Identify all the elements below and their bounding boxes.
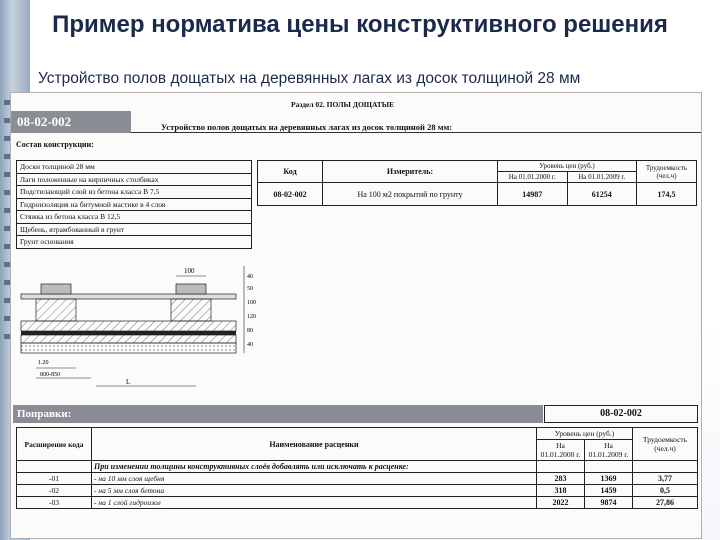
corr-header-labor: Трудоемкость (чел.ч) xyxy=(633,428,698,461)
corr-code: -02 xyxy=(17,485,92,497)
dim-left: 1.20 xyxy=(38,360,49,366)
corr-header-name: Наименование расценки xyxy=(92,428,537,461)
dim-right-1: 40 xyxy=(247,274,253,280)
gravel-layer xyxy=(21,343,236,353)
dim-l: L xyxy=(126,378,131,386)
floor-section-drawing xyxy=(16,256,261,401)
price-code: 08-02-002 xyxy=(258,183,323,206)
corr-name: - на 5 мм слоя бетона xyxy=(92,485,537,497)
composition-item: Доски толщиной 28 мм xyxy=(17,161,252,174)
price-header-price: Уровень цен (руб.) xyxy=(498,161,637,172)
dim-right-6: 40 xyxy=(247,342,253,348)
corr-p1: 283 xyxy=(537,473,585,485)
corr-header-code: Расширение кода xyxy=(17,428,92,461)
price-header-date2: На 01.01.2009 г. xyxy=(567,172,637,183)
main-title: Устройство полов дощатых на деревянных лагах из досок толщиной 28 мм: xyxy=(161,122,453,132)
dim-top: 100 xyxy=(184,267,195,275)
price-header-code: Код xyxy=(258,161,323,183)
composition-table xyxy=(16,160,252,249)
price-labor: 174,5 xyxy=(637,183,697,206)
corrections-code: 08-02-002 xyxy=(544,405,698,423)
corr-labor: 3,77 xyxy=(633,473,698,485)
composition-item: Щебень, втрамбованный в грунт xyxy=(17,223,252,236)
composition-title: Состав конструкции: xyxy=(16,140,94,149)
composition-item: Грунт основания xyxy=(17,236,252,249)
corr-name: - на 1 слой гидроизол xyxy=(92,497,537,509)
corr-p1: 2022 xyxy=(537,497,585,509)
corr-p2: 1369 xyxy=(585,473,633,485)
composition-item: Гидроизоляция на битумной мастике в 4 слоя xyxy=(17,198,252,211)
corr-p2: 9874 xyxy=(585,497,633,509)
joist-right xyxy=(171,284,211,321)
corr-header-date2: На 01.01.2009 г. xyxy=(585,440,633,461)
dim-right-3: 100 xyxy=(247,300,256,306)
divider xyxy=(131,132,701,133)
normative-document xyxy=(10,92,702,539)
price-header-date1: На 01.01.2000 г. xyxy=(498,172,568,183)
slide-subtitle: Устройство полов дощатых на деревянных лагах из досок толщиной 28 мм xyxy=(38,70,581,87)
table-row xyxy=(17,473,698,485)
dim-right-4: 120 xyxy=(247,314,256,320)
screed-layer xyxy=(21,335,236,343)
price-header-labor: Трудоемкость (чел.ч) xyxy=(637,161,697,183)
price-2009: 61254 xyxy=(567,183,637,206)
composition-item: Стяжка из бетона класса В 12,5 xyxy=(17,211,252,224)
corr-code: -03 xyxy=(17,497,92,509)
corrections-table xyxy=(16,427,698,509)
corr-code: -01 xyxy=(17,473,92,485)
joist-left xyxy=(36,284,76,321)
composition-item: Лаги положенные на кирпичных столбиках xyxy=(17,173,252,186)
dim-right-5: 80 xyxy=(247,328,253,334)
price-table xyxy=(257,160,697,206)
dim-right-2: 50 xyxy=(247,286,253,292)
corr-labor: 27,86 xyxy=(633,497,698,509)
corr-p2: 1459 xyxy=(585,485,633,497)
section-title: Раздел 02. ПОЛЫ ДОЩАТЫЕ xyxy=(291,100,395,109)
waterproof-layer xyxy=(21,331,236,335)
table-row xyxy=(17,497,698,509)
price-header-unit: Измеритель: xyxy=(323,161,498,183)
corr-header-price: Уровень цен (руб.) xyxy=(537,428,633,440)
table-row xyxy=(17,485,698,497)
slide-title: Пример норматива цены конструктивного решения xyxy=(52,11,668,38)
price-2000: 14987 xyxy=(498,183,568,206)
code-box: 08-02-002 xyxy=(11,111,131,133)
corr-note: При изменении толщины конструктивных слоёв добавлять или исключать к расценке: xyxy=(92,461,537,473)
corr-header-date1: На 01.01.2000 г. xyxy=(537,440,585,461)
concrete-layer xyxy=(21,321,236,331)
composition-item: Подстилающий слой из бетона класса В 7,5 xyxy=(17,186,252,199)
dim-bottom: 800-850 xyxy=(40,372,60,378)
corr-labor: 0,5 xyxy=(633,485,698,497)
corr-p1: 318 xyxy=(537,485,585,497)
price-unit: На 100 м2 покрытий по грунту xyxy=(323,183,498,206)
corrections-bar: Поправки: xyxy=(13,405,543,423)
corr-name: - на 10 мм слоя щебня xyxy=(92,473,537,485)
